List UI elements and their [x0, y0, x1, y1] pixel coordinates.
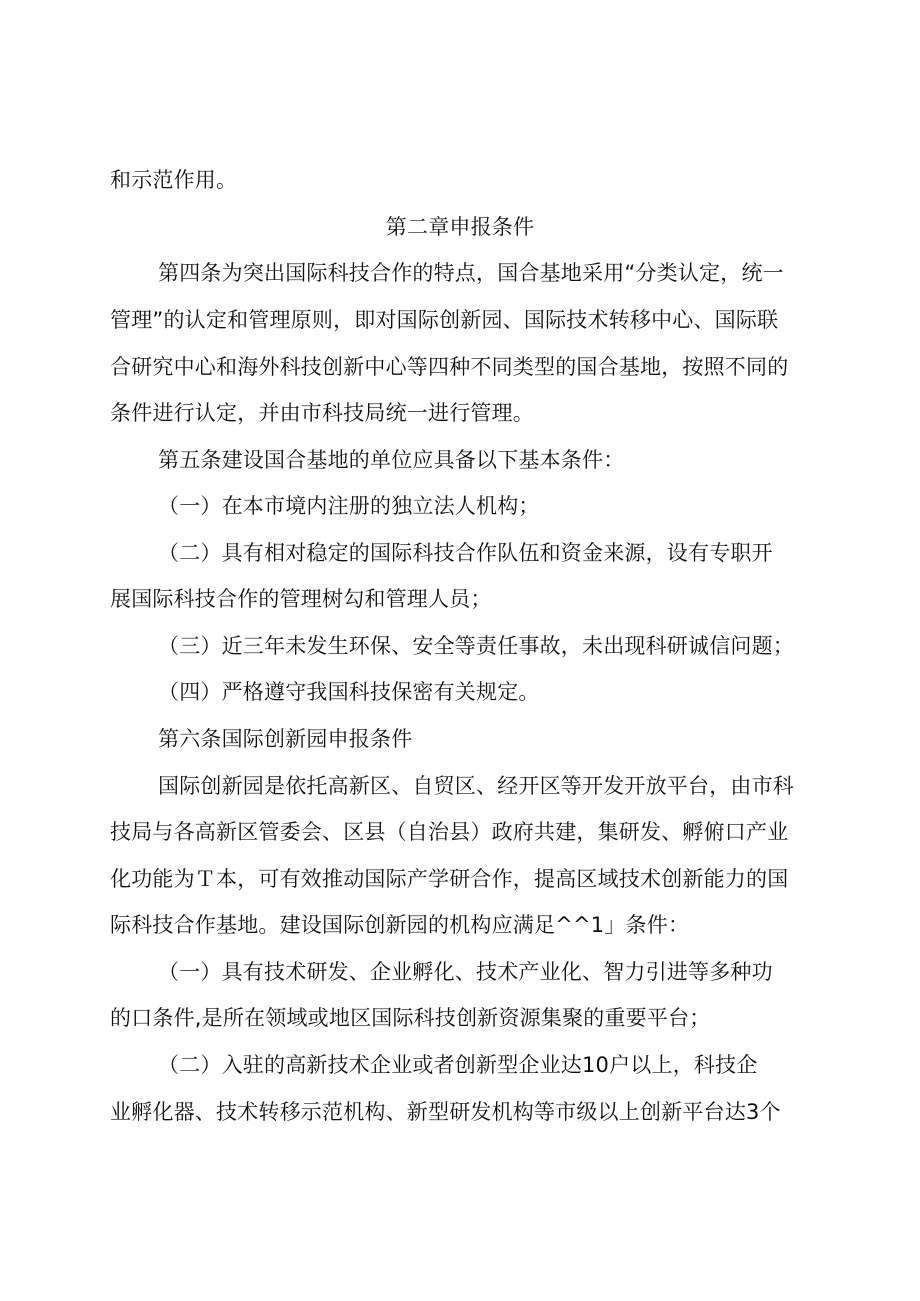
list-item: （一）具有技术研发、企业孵化、技术产业化、智力引进等多种功: [158, 960, 773, 984]
text-line: 展国际科技合作的管理树勾和管理人员；: [110, 587, 492, 611]
text-line: 技局与各高新区管委会、区县（自治县）政府共建，集研发、孵俯口产业: [110, 820, 789, 844]
list-item: （四）严格遵守我国科技保密有关规定。: [158, 680, 540, 704]
text-line: 第五条建设国合基地的单位应具备以下基本条件：: [158, 448, 625, 472]
text-line: 条件进行认定，并由市科技局统一进行管理。: [110, 401, 534, 425]
text-line: 国际创新园是依托高新区、自贸区、经开区等开发开放平台，由市科: [158, 774, 794, 798]
list-item: （二）入驻的高新技术企业或者创新型企业达10户以上，科技企: [158, 1053, 758, 1077]
list-item: （二）具有相对稳定的国际科技合作队伍和资金来源，设有专职开: [158, 541, 773, 565]
list-item: （一）在本市境内注册的独立法人机构；: [158, 494, 540, 518]
text-line: 际科技合作基地。建设国际创新园的机构应满足^^1」条件：: [110, 913, 690, 937]
text-line: 管理”的认定和管理原则，即对国际创新园、国际技术转移中心、国际联: [110, 308, 779, 332]
chapter-heading: 第二章申报条件: [385, 215, 535, 239]
text-line: 合研究中心和海外科技创新中心等四种不同类型的国合基地，按照不同的: [110, 355, 789, 379]
text-line: 化功能为Ｔ本，可有效推动国际产学研合作，提高区域技术创新能力的国: [110, 867, 789, 891]
text-line: 第四条为突出国际科技合作的特点，国合基地采用“分类认定，统一: [158, 261, 784, 285]
text-line: 和示范作用。: [110, 168, 238, 192]
list-item: （三）近三年未发生环保、安全等责任事故，未出现科研诚信问题；: [158, 634, 794, 658]
text-line: 业孵化器、技术转移示范机构、新型研发机构等市级以上创新平台达3个: [110, 1100, 781, 1124]
text-line: 的口条件,是所在领域或地区国际科技创新资源集聚的重要平台；: [110, 1006, 711, 1030]
section-heading: 第六条国际创新园申报条件: [158, 727, 413, 751]
